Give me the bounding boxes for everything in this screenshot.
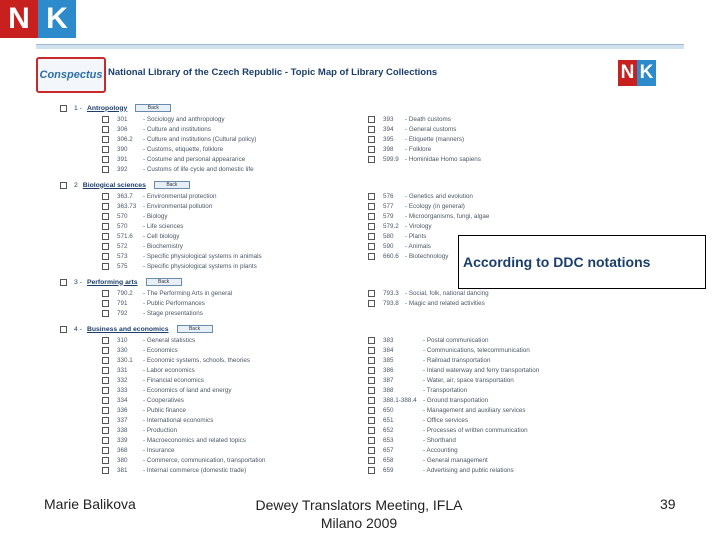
list-item [368, 446, 458, 454]
conspectus-logo[interactable]: Conspectus [36, 57, 106, 93]
list-item [102, 135, 256, 143]
footer-page-number: 39 [660, 496, 676, 512]
item-checkbox[interactable] [368, 223, 375, 230]
list-item [368, 242, 431, 250]
back-button[interactable]: Back [177, 325, 213, 333]
item-checkbox[interactable] [368, 407, 375, 414]
item-label: - Social, folk, national dancing [405, 289, 489, 297]
item-checkbox[interactable] [368, 457, 375, 464]
item-label: - Inland waterway and ferry transportation [423, 366, 540, 374]
item-checkbox[interactable] [102, 126, 109, 133]
item-checkbox[interactable] [102, 467, 109, 474]
item-code: 659 [383, 466, 394, 474]
item-checkbox[interactable] [102, 457, 109, 464]
section-number: 4 - [74, 325, 82, 333]
page-title: National Library of the Czech Republic - Topic Map of Library Collections [108, 67, 438, 78]
item-code: 392 [117, 165, 128, 173]
item-code: 333 [117, 386, 128, 394]
item-checkbox[interactable] [368, 233, 375, 240]
section-checkbox[interactable] [60, 326, 67, 333]
item-label: - Cell biology [143, 232, 180, 240]
item-code: 572 [117, 242, 128, 250]
item-checkbox[interactable] [368, 357, 375, 364]
item-code: 306.2 [117, 135, 133, 143]
section-checkbox[interactable] [60, 279, 67, 286]
item-checkbox[interactable] [102, 437, 109, 444]
item-checkbox[interactable] [102, 253, 109, 260]
list-item [368, 192, 473, 200]
list-item [368, 212, 489, 220]
list-item [368, 115, 451, 123]
item-code: 658 [383, 456, 394, 464]
list-item [368, 436, 456, 444]
item-code: 330 [117, 346, 128, 354]
item-code: 571.6 [117, 232, 133, 240]
item-checkbox[interactable] [368, 367, 375, 374]
item-checkbox[interactable] [102, 263, 109, 270]
item-label: - Railroad transportation [423, 356, 491, 364]
list-item [102, 202, 212, 210]
item-checkbox[interactable] [368, 193, 375, 200]
item-label: - Virology [405, 222, 432, 230]
list-item [102, 406, 186, 414]
list-item [102, 145, 223, 153]
footer-event-line1: Dewey Translators Meeting, IFLA [255, 497, 463, 513]
item-label: - Animals [405, 242, 431, 250]
item-checkbox[interactable] [102, 427, 109, 434]
item-label: - Magic and related activities [405, 299, 485, 307]
item-label: - Genetics and evolution [405, 192, 473, 200]
item-label: - Shorthand [423, 436, 456, 444]
list-item [102, 125, 211, 133]
item-label: - Life sciences [143, 222, 184, 230]
item-label: - Plants [405, 232, 427, 240]
item-label: - Public finance [143, 406, 187, 414]
item-code: 793.8 [383, 299, 399, 307]
item-checkbox[interactable] [102, 166, 109, 173]
list-item [368, 299, 485, 307]
list-item [102, 242, 183, 250]
item-code: 363.7 [117, 192, 133, 200]
list-item [102, 456, 266, 464]
item-code: 573 [117, 252, 128, 260]
item-checkbox[interactable] [102, 290, 109, 297]
item-checkbox[interactable] [102, 223, 109, 230]
item-code: 590 [383, 242, 394, 250]
item-checkbox[interactable] [102, 357, 109, 364]
item-label: - Financial economics [143, 376, 204, 384]
item-code: 386 [383, 366, 394, 374]
item-code: 388.1-388.4 [383, 396, 417, 404]
list-item [102, 346, 178, 354]
item-label: - Death customs [405, 115, 451, 123]
item-checkbox[interactable] [102, 387, 109, 394]
item-label: - Culture and institutions (Cultural policy) [143, 135, 257, 143]
item-label: - Processes of written communication [423, 426, 528, 434]
back-button[interactable]: Back [154, 181, 190, 189]
footer-event-line2: Milano 2009 [320, 515, 398, 531]
list-item [368, 289, 489, 297]
nk-logo-header-n: N [618, 60, 637, 86]
item-checkbox[interactable] [102, 337, 109, 344]
item-label: - Economic systems, schools, theories [143, 356, 251, 364]
item-label: - General statistics [143, 336, 196, 344]
list-item [368, 202, 465, 210]
item-checkbox[interactable] [102, 116, 109, 123]
item-code: 792 [117, 309, 128, 317]
item-code: 337 [117, 416, 128, 424]
item-checkbox[interactable] [102, 243, 109, 250]
item-label: - Culture and institutions [143, 125, 211, 133]
nk-logo-n: N [0, 0, 38, 38]
section-number: 1 - [74, 104, 82, 112]
item-code: 650 [383, 406, 394, 414]
item-label: - Microorganisms, fungi, algae [405, 212, 490, 220]
item-checkbox[interactable] [368, 300, 375, 307]
list-item [368, 366, 539, 374]
item-label: - Insurance [143, 446, 175, 454]
item-checkbox[interactable] [368, 437, 375, 444]
list-item [102, 466, 246, 474]
item-code: 395 [383, 135, 394, 143]
item-code: 793.3 [383, 289, 399, 297]
topic-map-content [60, 100, 680, 480]
header-divider [36, 44, 684, 49]
item-code: 599.9 [383, 155, 399, 163]
item-code: 393 [383, 115, 394, 123]
item-code: 579 [383, 212, 394, 220]
item-label: - Cooperatives [143, 396, 184, 404]
list-item [102, 165, 254, 173]
list-item [368, 376, 514, 384]
item-label: - The Performing Arts in general [143, 289, 233, 297]
item-code: 330.1 [117, 356, 133, 364]
item-code: 301 [117, 115, 128, 123]
item-code: 570 [117, 222, 128, 230]
footer-author: Marie Balikova [44, 496, 136, 512]
list-item [368, 135, 464, 143]
item-label: - Specific physiological systems in plants [143, 262, 257, 270]
item-code: 791 [117, 299, 128, 307]
list-item [368, 356, 491, 364]
list-item [368, 155, 481, 163]
nk-logo-header[interactable] [618, 60, 656, 86]
item-label: - Folklore [405, 145, 432, 153]
section-business-economics [60, 325, 213, 333]
item-label: - Biotechnology [405, 252, 449, 260]
nk-logo-header-k: K [637, 60, 656, 86]
list-item [368, 222, 431, 230]
item-checkbox[interactable] [368, 126, 375, 133]
list-item [102, 155, 245, 163]
item-label: - Public Performances [143, 299, 205, 307]
item-label: - Hominidae Homo sapiens [405, 155, 481, 163]
section-number: 3 - [74, 278, 82, 286]
item-code: 570 [117, 212, 128, 220]
item-checkbox[interactable] [102, 193, 109, 200]
item-label: - Macroeconomics and related topics [143, 436, 246, 444]
item-label: - Transportation [423, 386, 468, 394]
item-checkbox[interactable] [368, 146, 375, 153]
item-code: 332 [117, 376, 128, 384]
item-code: 385 [383, 356, 394, 364]
item-label: - Etiquette (manners) [405, 135, 465, 143]
item-checkbox[interactable] [102, 397, 109, 404]
item-checkbox[interactable] [102, 233, 109, 240]
section-link[interactable]: Biological sciences [82, 181, 146, 189]
item-code: 334 [117, 396, 128, 404]
list-item [368, 426, 528, 434]
list-item [368, 456, 488, 464]
item-checkbox[interactable] [102, 300, 109, 307]
section-checkbox[interactable] [60, 182, 67, 189]
item-label: - Water, air, space transportation [423, 376, 514, 384]
item-checkbox[interactable] [102, 367, 109, 374]
item-label: - Customs of life cycle and domestic life [143, 165, 254, 173]
item-label: - Ecology (in general) [405, 202, 465, 210]
list-item [102, 356, 250, 364]
item-label: - General management [423, 456, 488, 464]
list-item [368, 125, 456, 133]
list-item [102, 115, 225, 123]
item-label: - Economics of land and energy [143, 386, 232, 394]
item-code: 331 [117, 366, 128, 374]
list-item [368, 396, 488, 404]
item-label: - Accounting [423, 446, 458, 454]
list-item [368, 145, 431, 153]
item-checkbox[interactable] [102, 447, 109, 454]
item-checkbox[interactable] [102, 203, 109, 210]
section-antropology [60, 104, 171, 112]
item-label: - Internal commerce (domestic trade) [143, 466, 247, 474]
item-label: - Costume and personal appearance [143, 155, 246, 163]
list-item [102, 192, 217, 200]
item-code: 579.2 [383, 222, 399, 230]
list-item [102, 446, 175, 454]
item-checkbox[interactable] [368, 136, 375, 143]
item-checkbox[interactable] [368, 243, 375, 250]
item-code: 391 [117, 155, 128, 163]
item-code: 398 [383, 145, 394, 153]
item-label: - Specific physiological systems in animals [143, 252, 262, 260]
item-code: 576 [383, 192, 394, 200]
item-label: - Biology [143, 212, 168, 220]
section-performing-arts [60, 278, 182, 286]
item-checkbox[interactable] [368, 347, 375, 354]
item-checkbox[interactable] [368, 156, 375, 163]
list-item [368, 346, 530, 354]
item-checkbox[interactable] [368, 203, 375, 210]
item-label: - Biochemistry [143, 242, 183, 250]
list-item [102, 416, 213, 424]
item-code: 660.6 [383, 252, 399, 260]
item-checkbox[interactable] [102, 146, 109, 153]
item-checkbox[interactable] [368, 253, 375, 260]
item-checkbox[interactable] [102, 156, 109, 163]
item-code: 580 [383, 232, 394, 240]
list-item [102, 212, 168, 220]
list-item [102, 376, 204, 384]
footer-event [244, 496, 474, 532]
item-checkbox[interactable] [368, 377, 375, 384]
list-item [102, 299, 205, 307]
list-item [102, 309, 203, 317]
section-checkbox[interactable] [60, 105, 67, 112]
item-label: - Management and auxiliary services [423, 406, 526, 414]
item-label: - International economics [143, 416, 214, 424]
item-code: 384 [383, 346, 394, 354]
list-item [368, 406, 526, 414]
item-checkbox[interactable] [368, 387, 375, 394]
back-button[interactable]: Back [146, 278, 182, 286]
list-item [102, 336, 195, 344]
item-checkbox[interactable] [102, 213, 109, 220]
item-label: - Environmental pollution [143, 202, 213, 210]
item-code: 363.73 [117, 202, 137, 210]
back-button[interactable]: Back [135, 104, 171, 112]
section-link[interactable]: Performing arts [86, 278, 138, 286]
item-checkbox[interactable] [368, 417, 375, 424]
item-code: 388 [383, 386, 394, 394]
item-checkbox[interactable] [368, 447, 375, 454]
callout-text: According to DDC notations [463, 254, 651, 270]
item-checkbox[interactable] [102, 407, 109, 414]
section-link[interactable]: Business and economics [86, 325, 169, 333]
list-item [102, 232, 179, 240]
item-code: 653 [383, 436, 394, 444]
item-code: 306 [117, 125, 128, 133]
item-label: - Commerce, communication, transportation [143, 456, 266, 464]
item-label: - Postal communication [423, 336, 489, 344]
item-checkbox[interactable] [368, 290, 375, 297]
item-label: - Communications, telecommunication [423, 346, 530, 354]
item-label: - Environmental protection [143, 192, 217, 200]
item-label: - Office services [423, 416, 469, 424]
list-item [368, 466, 514, 474]
item-code: 790.2 [117, 289, 133, 297]
item-checkbox[interactable] [368, 337, 375, 344]
item-code: 368 [117, 446, 128, 454]
item-code: 575 [117, 262, 128, 270]
list-item [102, 396, 184, 404]
item-label: - Production [143, 426, 177, 434]
item-checkbox[interactable] [368, 397, 375, 404]
item-label: - General customs [405, 125, 457, 133]
item-checkbox[interactable] [368, 213, 375, 220]
item-code: 339 [117, 436, 128, 444]
item-code: 338 [117, 426, 128, 434]
item-checkbox[interactable] [368, 427, 375, 434]
list-item [102, 386, 232, 394]
list-item [102, 289, 232, 297]
item-label: - Ground transportation [423, 396, 489, 404]
item-checkbox[interactable] [368, 467, 375, 474]
ddc-callout-box [458, 235, 706, 289]
item-code: 383 [383, 336, 394, 344]
nk-logo-top [0, 0, 76, 38]
item-code: 380 [117, 456, 128, 464]
item-code: 657 [383, 446, 394, 454]
item-checkbox[interactable] [102, 377, 109, 384]
section-number: 2 [74, 181, 78, 189]
item-code: 394 [383, 125, 394, 133]
item-code: 390 [117, 145, 128, 153]
nk-logo-k: K [38, 0, 76, 38]
list-item [102, 222, 183, 230]
item-code: 387 [383, 376, 394, 384]
item-label: - Economics [143, 346, 178, 354]
item-checkbox[interactable] [102, 136, 109, 143]
item-checkbox[interactable] [102, 347, 109, 354]
list-item [368, 336, 488, 344]
item-label: - Customs, etiquette, folklore [143, 145, 224, 153]
list-item [368, 232, 426, 240]
item-label: - Stage presentations [143, 309, 203, 317]
list-item [368, 416, 468, 424]
item-code: 577 [383, 202, 394, 210]
item-label: - Advertising and public relations [423, 466, 514, 474]
item-code: 651 [383, 416, 394, 424]
list-item [102, 262, 257, 270]
item-code: 310 [117, 336, 128, 344]
item-label: - Sociology and anthropology [143, 115, 225, 123]
item-checkbox[interactable] [102, 417, 109, 424]
item-code: 381 [117, 466, 128, 474]
item-label: - Labor economics [143, 366, 195, 374]
list-item [368, 386, 467, 394]
item-code: 652 [383, 426, 394, 434]
list-item [102, 366, 195, 374]
list-item [102, 426, 177, 434]
item-code: 336 [117, 406, 128, 414]
section-biological-sciences [60, 181, 190, 189]
list-item [102, 252, 262, 260]
list-item [368, 252, 448, 260]
item-checkbox[interactable] [102, 310, 109, 317]
section-link[interactable]: Antropology [86, 104, 128, 112]
item-checkbox[interactable] [368, 116, 375, 123]
list-item [102, 436, 246, 444]
